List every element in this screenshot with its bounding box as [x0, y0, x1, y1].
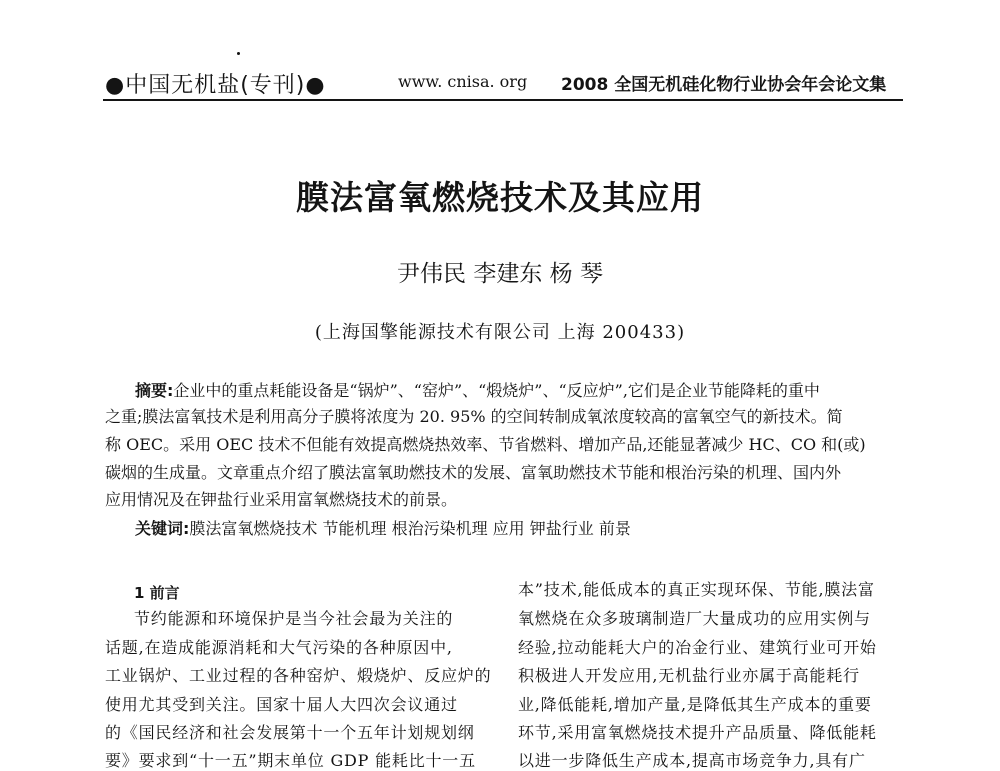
keywords-line	[135, 516, 631, 539]
header-rule	[103, 99, 903, 101]
body-line: 本”技术,能低成本的真正实现环保、节能,膜法富	[518, 580, 875, 599]
proceedings-title: 2008 全国无机硅化物行业协会年会论文集	[561, 75, 887, 95]
body-line: 经验,拉动能耗大户的冶金行业、建筑行业可开始	[518, 638, 877, 657]
abstract-line: 之重;膜法富氧技术是利用高分子膜将浓度为 20. 95% 的空间转制成氧浓度较高的富氧空气的新技术。简	[105, 407, 843, 426]
body-line: 工业锅炉、工业过程的各种窑炉、煅烧炉、反应炉的	[105, 666, 492, 685]
paper-title: 膜法富氧燃烧技术及其应用	[296, 178, 704, 217]
body-line: 氧燃烧在众多玻璃制造厂大量成功的应用实例与	[518, 609, 871, 628]
body-line: 使用尤其受到关注。国家十届人大四次会议通过	[105, 695, 458, 714]
body-line: 业,降低能耗,增加产量,是降低其生产成本的重要	[518, 695, 872, 714]
journal-website: www. cnisa. org	[398, 72, 528, 91]
body-line: 节约能源和环境保护是当今社会最为关注的	[134, 609, 454, 628]
section-heading: 1 前言	[134, 584, 180, 602]
author-list: 尹伟民 李建东 杨 琴	[397, 261, 603, 287]
keywords-text: 膜法富氧燃烧技术 节能机理 根治污染机理 应用 钾盐行业 前景	[189, 519, 631, 538]
body-line: 以进一步降低生产成本,提高市场竞争力,具有广	[518, 751, 866, 770]
journal-header: ●中国无机盐(专刊)●	[105, 73, 326, 98]
body-line: 话题,在造成能源消耗和大气污染的各种原因中,	[105, 638, 453, 657]
body-line: 要》要求到“十一五”期末单位 GDP 能耗比十一五	[105, 751, 476, 770]
abstract-label: 摘要:	[135, 381, 174, 400]
header-dot-mark	[237, 52, 240, 55]
keywords-label: 关键词:	[135, 519, 190, 538]
abstract-line: 碳烟的生成量。文章重点介绍了膜法富氧助燃技术的发展、富氧助燃技术节能和根治污染的机理、国内外	[105, 463, 842, 482]
abstract-line: 称 OEC。采用 OEC 技术不但能有效提高燃烧热效率、节省燃料、增加产品,还能显著减少 HC、CO 和(或)	[105, 435, 866, 454]
body-line: 的《国民经济和社会发展第十一个五年计划规划纲	[105, 723, 475, 742]
body-line: 积极进人开发应用,无机盐行业亦属于高能耗行	[518, 666, 860, 685]
affiliation: (上海国擎能源技术有限公司 上海 200433)	[314, 322, 686, 343]
body-line: 环节,采用富氧燃烧技术提升产品质量、降低能耗	[518, 723, 877, 742]
abstract-line: 应用情况及在钾盐行业采用富氧燃烧技术的前景。	[105, 490, 458, 509]
abstract-line: 摘要:企业中的重点耗能设备是“锅炉”、“窑炉”、“煅烧炉”、“反应炉”,它们是企业节能降耗的重中	[135, 381, 820, 400]
